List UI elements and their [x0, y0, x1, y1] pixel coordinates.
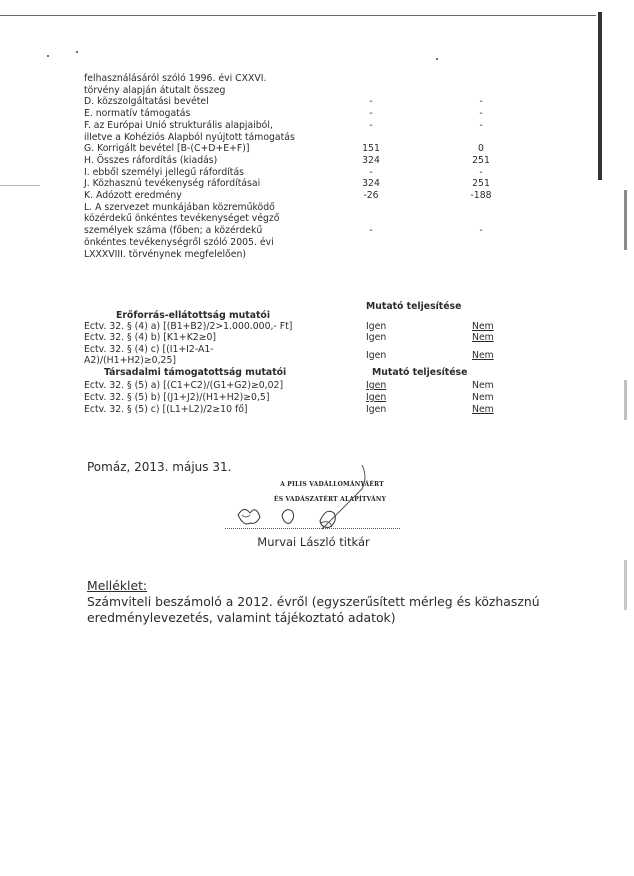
- stamp-line-2: ÉS VADÁSZATÉRT ALAPÍTVÁNY: [273, 496, 387, 503]
- annex-block: [87, 578, 587, 626]
- resource-heading: Erőforrás-ellátottság mutatói: [116, 310, 271, 321]
- table-row: L. A szervezet munkájában közreműködő: [84, 201, 275, 213]
- indicator-row: A2)/(H1+H2)≥0,25]: [84, 355, 177, 366]
- stamp-line-1: A PILIS VADÁLLOMÁNYÁÉRT: [280, 481, 384, 488]
- table-row: személyek száma (főben; a közérdekű - -: [84, 225, 483, 237]
- table-row: D. közszolgáltatási bevétel - -: [84, 96, 483, 108]
- table-row: törvény alapján átutalt összeg: [84, 84, 226, 96]
- top-rule: [0, 15, 596, 16]
- table-row: felhasználásáról szóló 1996. évi CXXVI.: [84, 73, 267, 84]
- table-row: önkéntes tevékenységről szóló 2005. évi: [84, 236, 274, 248]
- table-row: G. Korrigált bevétel [B-(C+D+E+F)] 151 0: [84, 143, 484, 155]
- scan-edge-mark: [0, 185, 40, 186]
- scan-edge-mark: [624, 380, 627, 420]
- social-fulfilment-heading: Mutató teljesítése: [372, 367, 468, 378]
- annex-title: Melléklet:: [87, 578, 148, 593]
- table-row: K. Adózott eredmény -26 -188: [84, 190, 492, 202]
- foundation-stamp: [224, 465, 404, 545]
- scan-speck: [47, 55, 49, 57]
- table-row: H. Összes ráfordítás (kiadás) 324 251: [84, 154, 490, 166]
- table-row: LXXXVIII. törvénynek megfelelően): [84, 248, 246, 260]
- indicator-row: Ectv. 32. § (4) a) [(B1+B2)/2>1.000.000,- Ft] Igen Nem: [84, 321, 494, 332]
- indicator-row: Ectv. 32. § (4) b) [K1+K2≥0] Igen Nem: [84, 332, 494, 343]
- indicator-row: Ectv. 32. § (5) b) [(J1+J2)/(H1+H2)≥0,5] Igen Nem: [84, 392, 494, 403]
- indicator-row: Ectv. 32. § (5) c) [(L1+L2)/2≥10 fő] Igen Nem: [84, 404, 494, 415]
- table-row: J. Közhasznú tevékenység ráfordításai 324 251: [84, 178, 490, 190]
- financial-table: [84, 73, 504, 260]
- scan-edge-bar: [598, 12, 602, 180]
- stamp-emblem: [224, 465, 404, 545]
- signature-line: [225, 528, 400, 529]
- annex-text: Számviteli beszámoló a 2012. évről (egyszerűsített mérleg és közhasznú eredménylevezetés, valamint tájékoztató adatok): [87, 594, 540, 625]
- fulfilment-heading: Mutató teljesítése: [366, 301, 462, 312]
- scan-speck: [436, 58, 438, 60]
- signatory-name: Murvai László titkár: [257, 535, 370, 549]
- social-heading: Társadalmi támogatottság mutatói: [104, 367, 287, 378]
- table-row: E. normatív támogatás - -: [84, 108, 483, 120]
- indicator-row: Ectv. 32. § (5) a) [(C1+C2)/(G1+G2)≥0,02] Igen Nem: [84, 380, 494, 391]
- table-row: F. az Európai Unió strukturális alapjaiból, - -: [84, 119, 483, 131]
- indicator-row: Ectv. 32. § (4) c) [(I1+I2-A1- Igen Nem: [84, 344, 494, 361]
- table-row: közérdekű önkéntes tevékenységet végző: [84, 213, 280, 225]
- table-row: illetve a Kohéziós Alapból nyújtott támogatás: [84, 131, 295, 143]
- scan-speck: [76, 51, 78, 53]
- place-date: Pomáz, 2013. május 31.: [87, 460, 232, 474]
- scan-edge-mark: [624, 190, 627, 250]
- scan-edge-mark: [624, 560, 627, 610]
- table-row: I. ebből személyi jellegű ráfordítás - -: [84, 166, 483, 178]
